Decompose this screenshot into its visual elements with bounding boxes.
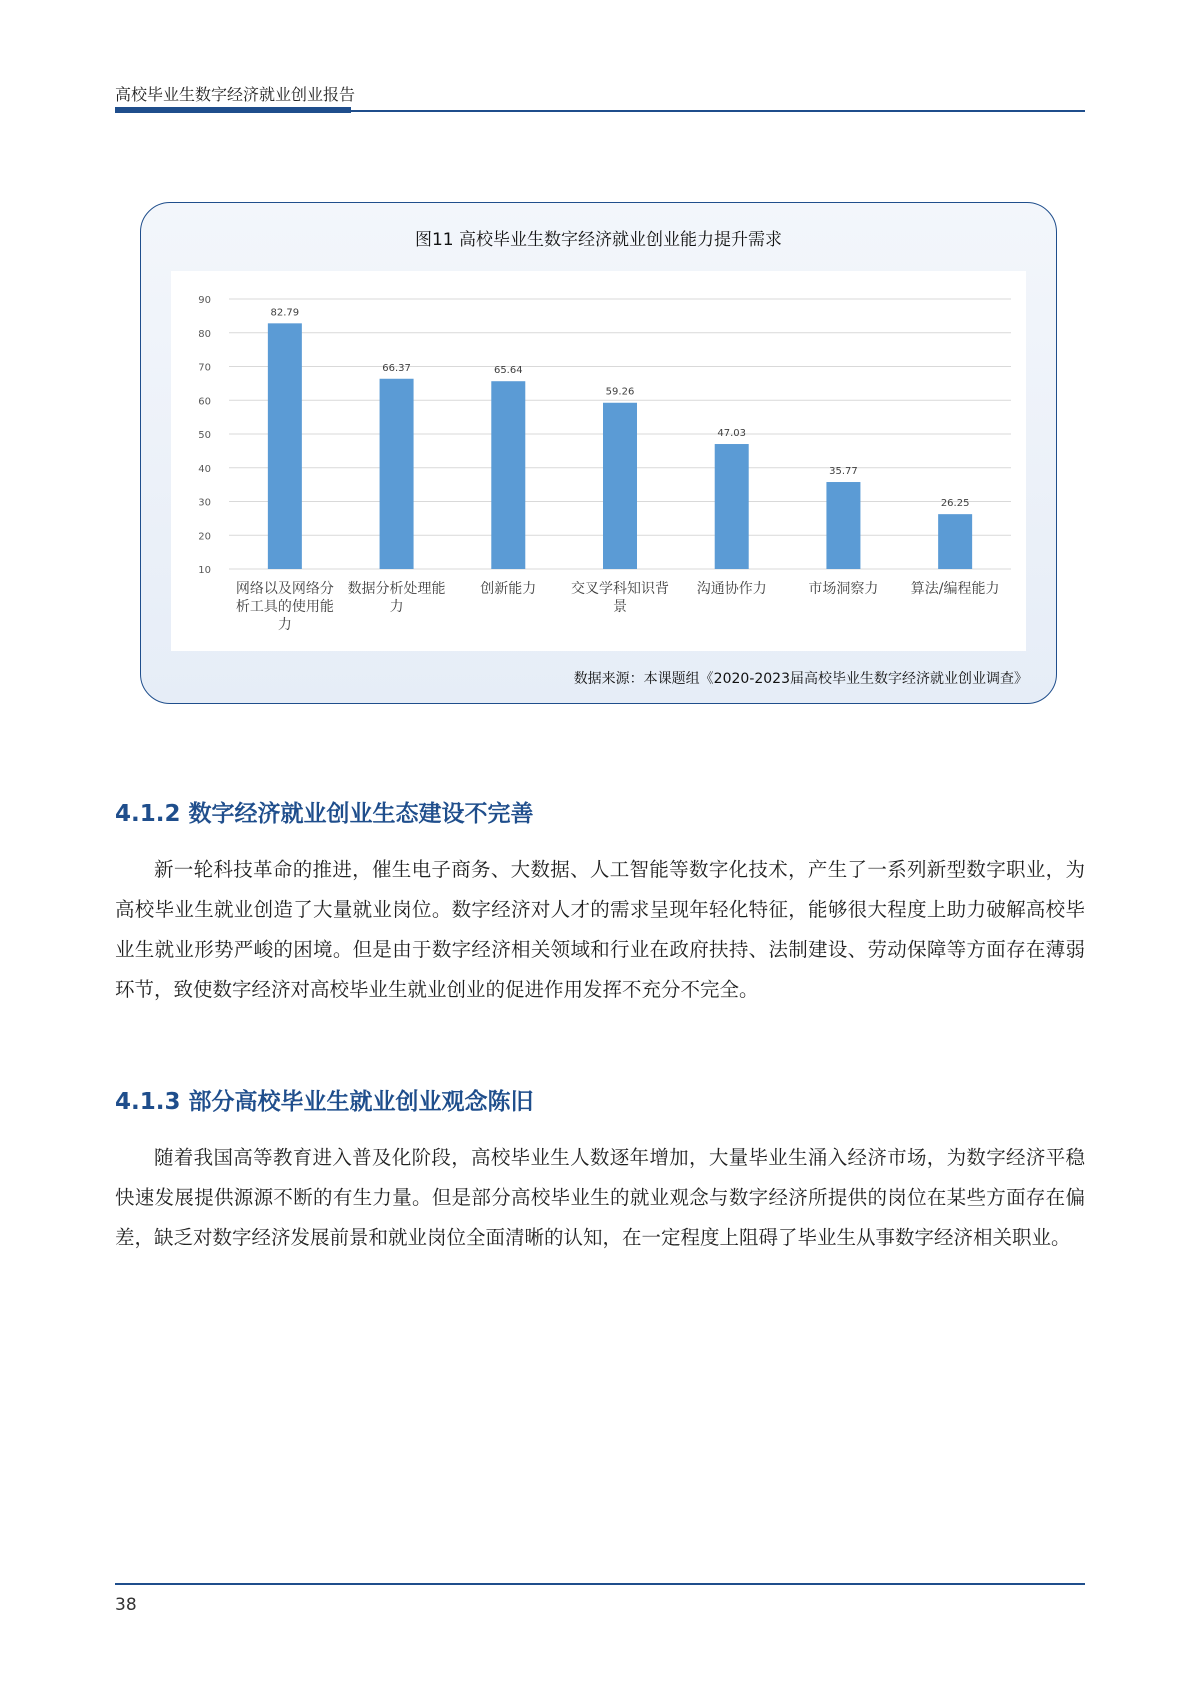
data-label: 59.26 [605, 386, 635, 398]
y-tick-label: 80 [198, 328, 211, 340]
bar [826, 482, 860, 569]
footer-divider [115, 1583, 1085, 1585]
figure-title: 图11 高校毕业生数字经济就业创业能力提升需求 [414, 230, 783, 250]
x-category-label: 沟通协作力 [696, 581, 767, 597]
x-category-label: 网络以及网络分 [235, 581, 334, 597]
y-tick-label: 70 [198, 362, 211, 374]
x-category-label: 数据分析处理能 [347, 581, 446, 597]
x-category-label: 力 [277, 617, 292, 633]
data-label: 35.77 [829, 466, 858, 478]
bar [491, 381, 525, 569]
y-tick-label: 40 [198, 463, 211, 475]
bar [380, 379, 414, 569]
section-heading-4-1-2: 4.1.2 数字经济就业创业生态建设不完善 [115, 801, 534, 827]
x-category-label: 景 [613, 599, 627, 615]
y-tick-label: 50 [198, 430, 211, 441]
bar [938, 514, 972, 569]
header-divider [115, 110, 1085, 112]
data-label: 66.37 [382, 362, 411, 374]
y-tick-label: 20 [198, 531, 211, 543]
x-category-label: 市场洞察力 [808, 581, 879, 597]
bar-chart [171, 271, 1026, 651]
section-paragraph-4-1-3: 随着我国高等教育进入普及化阶段，高校毕业生人数逐年增加，大量毕业生涌入经济市场，为数字经济平稳快速发展提供源源不断的有生力量。但是部分高校毕业生的就业观念与数字经济所提供的岗位在某些方面存在偏差，缺乏对数字经济发展前景和就业岗位全面清晰的认知，在一定程度上阻碍了毕业生从事数字经济相关职业。 [115, 1146, 1085, 1249]
y-tick-label: 30 [198, 497, 211, 509]
figure-source: 数据来源：本课题组《2020-2023届高校毕业生数字经济就业创业调查》 [573, 671, 1028, 687]
section-paragraph-4-1-2: 新一轮科技革命的推进，催生电子商务、大数据、人工智能等数字化技术，产生了一系列新型数字职业，为高校毕业生就业创造了大量就业岗位。数字经济对人才的需求呈现年轻化特征，能够很大程度上助力破解高校毕业生就业形势严峻的困境。但是由于数字经济相关领域和行业在政府扶持、法制建设、劳动保障等方面存在薄弱环节，致使数字经济对高校毕业生就业创业的促进作用发挥不充分不完全。 [115, 858, 1085, 1001]
report-header-title: 高校毕业生数字经济就业创业报告 [115, 85, 356, 104]
bar [603, 403, 637, 569]
x-category-label: 析工具的使用能 [235, 599, 334, 615]
figure-container [140, 202, 1057, 704]
data-label: 65.64 [493, 365, 523, 377]
y-tick-label: 60 [198, 396, 211, 408]
x-category-label: 力 [389, 599, 404, 615]
data-label: 26.25 [940, 498, 970, 510]
data-label: 82.79 [270, 307, 300, 319]
x-category-label: 交叉学科知识背 [571, 581, 669, 597]
y-tick-label: 10 [198, 565, 211, 576]
bar [268, 323, 302, 569]
x-category-label: 算法/编程能力 [910, 581, 1000, 597]
y-tick-label: 90 [198, 295, 211, 306]
data-label: 47.03 [717, 428, 747, 440]
bar [715, 444, 749, 569]
x-category-label: 创新能力 [480, 581, 537, 597]
chart-panel [171, 271, 1026, 651]
page-number: 38 [115, 1595, 137, 1615]
section-heading-4-1-3: 4.1.3 部分高校毕业生就业创业观念陈旧 [115, 1089, 534, 1115]
